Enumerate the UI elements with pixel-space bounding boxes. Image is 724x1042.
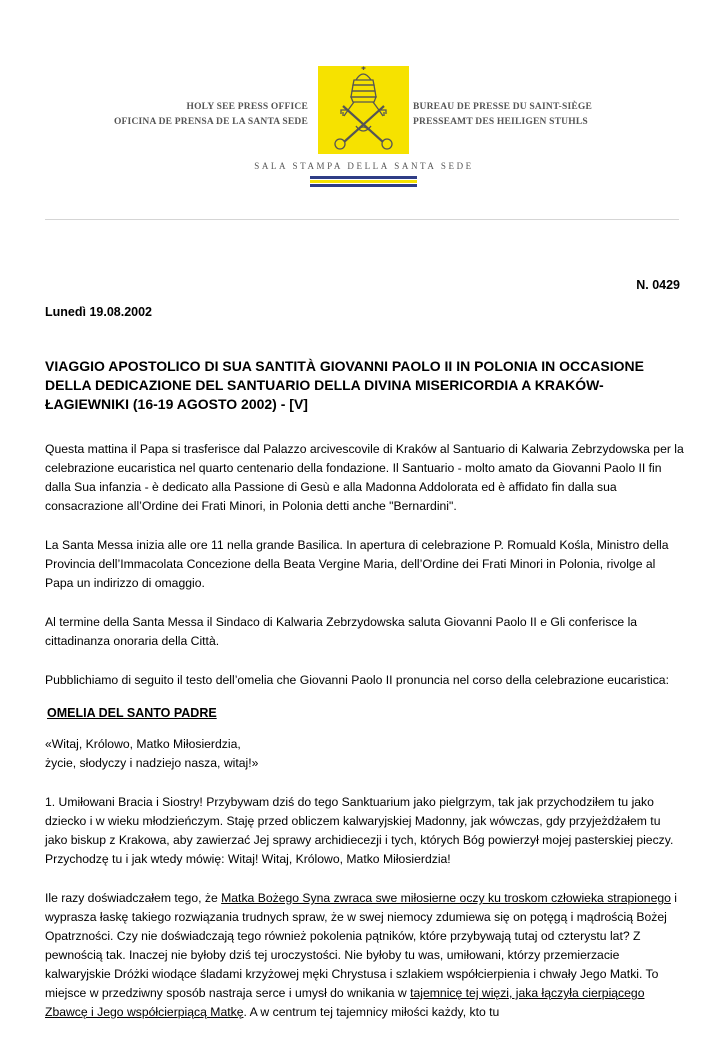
homily-heading: OMELIA DEL SANTO PADRE — [47, 706, 217, 720]
homily-p2-text-a: Ile razy doświadczałem tego, że — [45, 891, 222, 905]
homily-quote-line2: życie, słodyczy i nadziejo nasza, witaj!» — [45, 756, 259, 770]
homily-quote-line1: «Witaj, Królowo, Matko Miłosierdzia, — [45, 737, 241, 751]
homily-link-mystery-bond[interactable]: tajemnicę tej więzi, jaka łączyła cierpiącego Zbawcę i Jego współcierpiącą Matkę — [45, 986, 645, 1019]
letterhead-right-line2: PRESSEAMT DES HEILIGEN STUHLS — [413, 117, 588, 127]
paragraph-publish-note: Pubblichiamo di seguito il testo dell’omelia che Giovanni Paolo II pronuncia nel corso della celebrazione eucaristica: — [45, 673, 669, 687]
letterhead-left-line2: OFICINA DE PRENSA DE LA SANTA SEDE — [113, 117, 308, 127]
letterhead-left — [114, 100, 308, 130]
letterhead-left-line1: HOLY SEE PRESS OFFICE — [186, 102, 308, 112]
header-divider — [45, 219, 679, 220]
homily-p2-text-c: . A w centrum tej tajemnicy miłości każdy, kto tu — [243, 1005, 500, 1019]
homily-paragraph-2 — [45, 889, 685, 1022]
papal-keys-tiara-icon — [318, 66, 409, 154]
paragraph-mayor: Al termine della Santa Messa il Sindaco di Kalwaria Zebrzydowska saluta Giovanni Paolo II e Gli conferisce la cittadinanza onoraria della Città. — [45, 615, 638, 648]
flag-stripe-blue — [310, 176, 417, 179]
bulletin-number: N. 0429 — [636, 278, 680, 292]
paragraph-mass: La Santa Messa inizia alle ore 11 nella grande Basilica. In apertura di celebrazione P. Romuald Kośla, Ministro della Provincia dell’Immacolata Concezione della Beata Vergine Maria, dell’Ordine dei Frati Minori in Polonia, rivolge al Papa un indirizzo di omaggio. — [45, 538, 669, 590]
homily-quote — [45, 735, 685, 773]
homily-paragraph-1: 1. Umiłowani Bracia i Siostry! Przybywam dziś do tego Sanktuarium jako pielgrzym, tak jak przychodziłem tu jako dziecko i w wieku młodzieńczym. Staję przed obliczem kalwaryjskiej Madonny, jak wówczas, gdy przyjeżdżałem tu jako biskup z Krakowa, aby zawierzać Jej sprawy archidiecezji i tych, których Bóg powierzył mojej pasterskiej pieczy. Przychodzę tu i jak wtedy mówię: Witaj! Witaj, Królowo, Matko Miłosierdzia! — [45, 795, 674, 866]
flag-stripe-blue — [310, 184, 417, 187]
letterhead-center: SALA STAMPA DELLA SANTA SEDE — [254, 161, 474, 171]
homily-link-mother-of-god[interactable]: Matka Bożego Syna zwraca swe miłosierne oczy ku troskom człowieka strapionego — [221, 891, 671, 905]
letterhead-right — [413, 100, 592, 130]
bulletin-date: Lunedì 19.08.2002 — [45, 305, 153, 319]
paragraph-intro: Questa mattina il Papa si trasferisce dal Palazzo arcivescovile di Kraków al Santuario di Kalwaria Zebrzydowska per la celebrazione eucaristica nel quarto centenario della fondazione. Il Santuario - molto amato da Giovanni Paolo II fin dalla Sua infanzia - è dedicato alla Passione di Gesù e alla Madonna Addolorata ed è affidato fin dalla sua consacrazione all’Ordine dei Frati Minori, in Polonia detti anche "Bernardini". — [45, 442, 684, 513]
homily-p2-text-b: i wyprasza łaskę takiego rozwiązania trudnych spraw, że w swej niemocy zdumiewa się on potęgą i mądrością Bożej Opatrzności. Czy nie doświadczają tego również pokolenia pątników, które przybywają tutaj od czterystu lat? Z pewnością tak. Inaczej nie byłoby dziś tej uroczystości. Nie byłoby tu was, umiłowani, którzy przemierzacie kalwaryjskie Dróżki wiodące śladami krzyżowej męki Chrystusa i szlakiem współcierpienia i chwały Jego Matki. To miejsce w przedziwny sposób nastraja serce i umysł do wnikania w — [45, 891, 677, 1000]
document-body — [45, 440, 685, 1042]
document-title: VIAGGIO APOSTOLICO DI SUA SANTITÀ GIOVANNI PAOLO II IN POLONIA IN OCCASIONE DELLA DEDICAZIONE DEL SANTUARIO DELLA DIVINA MISERICORDIA A KRAKÓW-ŁAGIEWNIKI (16-19 AGOSTO 2002) - [V] — [45, 358, 644, 412]
flag-stripes — [310, 176, 417, 188]
letterhead-right-line1: BUREAU DE PRESSE DU SAINT-SIÈGE — [413, 102, 593, 112]
flag-stripe-yellow — [310, 180, 417, 183]
